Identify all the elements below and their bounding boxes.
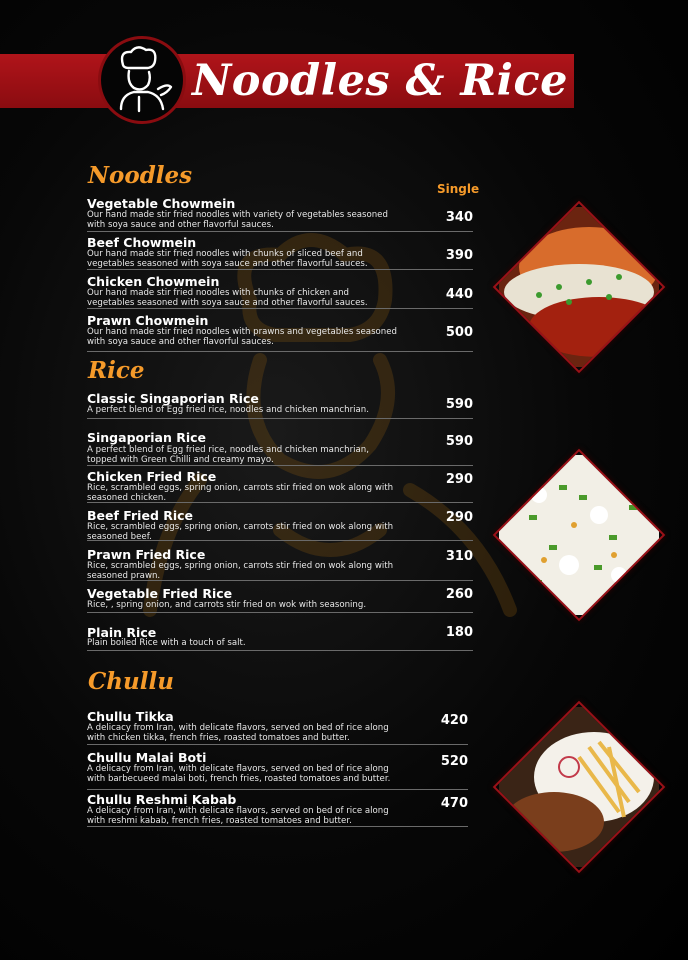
- item-name: Vegetable Fried Rice: [87, 586, 233, 601]
- item-description: A delicacy from Iran, with delicate flavors, served on bed of rice along with chicken tikka, french fries, roasted tomatoes and butter.: [87, 723, 389, 743]
- menu-item: [87, 235, 473, 270]
- section-heading-rice: Rice: [88, 357, 145, 384]
- item-name: Prawn Chowmein: [87, 313, 209, 328]
- menu-item: [87, 274, 473, 309]
- item-price: 500: [445, 325, 473, 340]
- item-name: Chullu Tikka: [87, 709, 174, 724]
- item-price: 590: [445, 397, 473, 412]
- item-description: A perfect blend of Egg fried rice, noodles and chicken manchrian, topped with Green Chilli and creamy mayo.: [87, 445, 369, 465]
- item-name: Beef Chowmein: [87, 235, 197, 250]
- menu-item: [87, 547, 473, 581]
- section-heading-chullu: Chullu: [88, 668, 174, 695]
- item-price: 290: [445, 472, 473, 487]
- item-price: 440: [445, 287, 473, 302]
- menu-item: [87, 430, 473, 466]
- item-price: 290: [445, 510, 473, 525]
- item-price: 340: [445, 210, 473, 225]
- item-description: Our hand made stir fried noodles with chunks of sliced beef and vegetables seasoned with soya sauce and other flavorful sauces.: [87, 249, 368, 269]
- chullu-photo: [484, 692, 670, 878]
- item-description: Rice, scrambled eggs, spring onion, carrots stir fried on wok along with seasoned beef.: [87, 522, 394, 542]
- section-heading-noodles: Noodles: [88, 162, 193, 189]
- item-description: A perfect blend of Egg fried rice, noodles and chicken manchrian.: [87, 405, 369, 415]
- menu-item: [87, 709, 468, 745]
- item-name: Chicken Fried Rice: [87, 469, 217, 484]
- item-description: Rice, scrambled eggs, spring onion, carrots stir fried on wok along with seasoned chicken.: [87, 483, 394, 503]
- item-name: Chullu Malai Boti: [87, 750, 207, 765]
- fried-rice-photo: [484, 440, 670, 626]
- menu-item: [87, 750, 468, 790]
- item-name: Vegetable Chowmein: [87, 196, 236, 211]
- item-price: 470: [440, 796, 468, 811]
- menu-item: [87, 508, 473, 541]
- menu-item: [87, 586, 473, 613]
- item-description: A delicacy from Iran, with delicate flavors, served on bed of rice along with reshmi kabab, french fries, roasted tomatoes and butter.: [87, 806, 389, 826]
- item-price: 260: [445, 587, 473, 602]
- menu-item: [87, 469, 473, 503]
- item-name: Singaporian Rice: [87, 430, 207, 445]
- item-price: 520: [440, 754, 468, 769]
- noodles-photo: [484, 192, 670, 378]
- item-price: 390: [445, 248, 473, 263]
- menu-item: [87, 196, 473, 232]
- item-name: Prawn Fried Rice: [87, 547, 206, 562]
- item-price: 420: [440, 713, 468, 728]
- item-name: Plain Rice: [87, 625, 157, 640]
- item-description: Our hand made stir fried noodles with variety of vegetables seasoned with soya sauce and other flavorful sauces.: [87, 210, 388, 230]
- item-price: 590: [445, 434, 473, 449]
- price-column-label: Single: [437, 182, 480, 196]
- menu-item: [87, 792, 468, 827]
- item-name: Chicken Chowmein: [87, 274, 220, 289]
- item-description: A delicacy from Iran, with delicate flavors, served on bed of rice along with barbecueed malai boti, french fries, roasted tomatoes and butter.: [87, 764, 391, 784]
- item-price: 310: [445, 549, 473, 564]
- page-title: Noodles & Rice: [192, 56, 569, 106]
- item-name: Classic Singaporian Rice: [87, 391, 259, 406]
- item-price: 180: [445, 625, 473, 640]
- item-description: Rice, , spring onion, and carrots stir fried on wok with seasoning.: [87, 600, 367, 610]
- item-description: Plain boiled Rice with a touch of salt.: [87, 638, 246, 648]
- item-description: Rice, scrambled eggs, spring onion, carrots stir fried on wok along with seasoned prawn.: [87, 561, 394, 581]
- chef-icon: [101, 39, 183, 121]
- menu-item: [87, 625, 473, 651]
- item-name: Chullu Reshmi Kabab: [87, 792, 237, 807]
- menu-item: [87, 313, 473, 352]
- menu-item: [87, 391, 473, 419]
- item-description: Our hand made stir fried noodles with chunks of chicken and vegetables seasoned with soya sauce and other flavorful sauces.: [87, 288, 368, 308]
- item-description: Our hand made stir fried noodles with prawns and vegetables seasoned with soya sauce and other flavorful sauces.: [87, 327, 398, 347]
- item-name: Beef Fried Rice: [87, 508, 194, 523]
- chef-logo: [98, 36, 186, 124]
